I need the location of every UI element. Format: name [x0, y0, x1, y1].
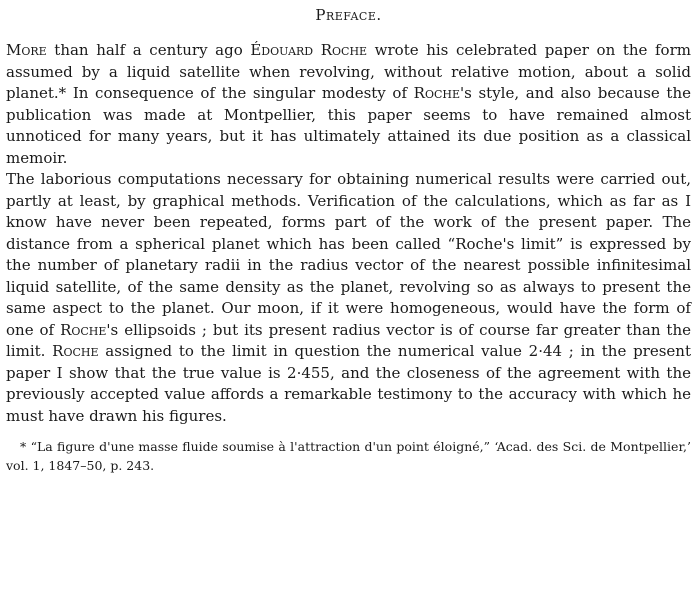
paragraph-2-text-a: The laborious computations necessary for obtaining numerical results were carried out, partly at least, by graphical methods. Verification of the calculations, which as far as I know have never been repeated, forms part of the work of the present paper. The distance from a spherical planet which has been called “Roche's limit” is expressed by the number of planetary radii in the radius vector of the nearest possible infinitesimal liquid satellite, of the same density as the planet, revolving so as always to present the same aspect to the planet. Our moon, if it were homogeneous, would have the form of one of — [6, 170, 691, 339]
document-page — [6, 6, 691, 475]
roche-name: Roche — [52, 342, 99, 360]
lead-word: More — [6, 41, 47, 59]
roche-name: Roche — [413, 84, 461, 102]
paragraph-1 — [6, 40, 691, 169]
paragraph-2-text-c: assigned to the limit in question the numerical value 2·44 ; in the present paper I show that the true value is 2·455, and the closeness of the agreement with the previously accepted value affords a remarkable testimony to the accuracy with which he must have drawn his figures. — [6, 342, 691, 425]
page-heading: Preface. — [315, 6, 382, 24]
author-name: Édouard Roche — [250, 41, 368, 59]
paragraph-1-text-c: 's style, and also because the publication was made at Montpellier, this paper seems to have remained almost unnoticed for many years, but it has ultimately attained its due position as a classical memoir. — [6, 84, 691, 167]
roche-name: Roche — [60, 320, 107, 339]
paragraph-2-text-b: 's ellipsoids ; but its present radius vector is of course far greater than the limit. — [6, 320, 691, 360]
paragraph-1-text-b: wrote his celebrated paper on the form assumed by a liquid satellite when revolving, without relative motion, about a solid planet.* In consequence of the singular modesty of — [6, 41, 691, 102]
footnote: * “La figure d'une masse fluide soumise à l'attraction d'un point éloigné,” ‘Acad. des Sci. de Montpellier,’ vol. 1, 1847–50, p. 243. — [6, 439, 691, 473]
paragraph-1-text-a: than half a century ago — [46, 41, 251, 59]
paragraph-2 — [6, 169, 691, 427]
